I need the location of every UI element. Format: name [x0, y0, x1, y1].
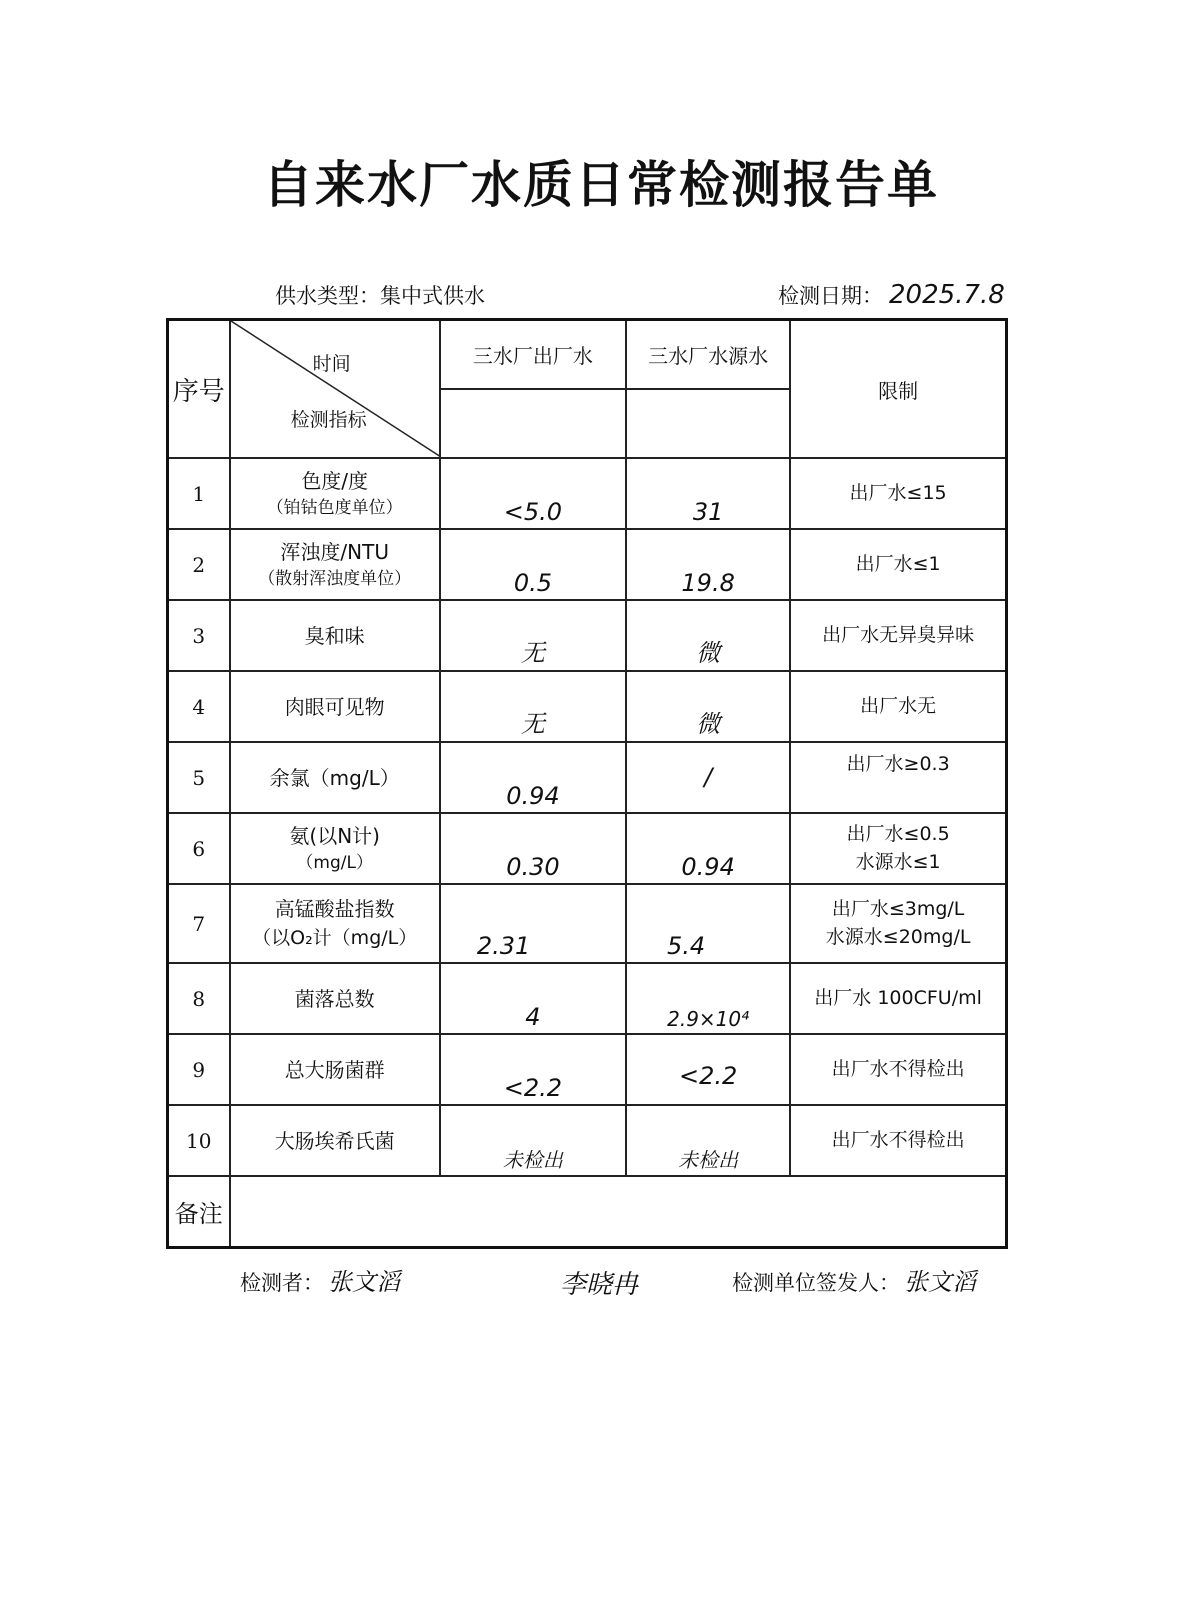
row-value-col2	[626, 1034, 790, 1105]
row-value-col2	[626, 529, 790, 600]
row-limit	[790, 963, 1006, 1034]
handwritten-value: 19.8	[681, 569, 735, 597]
handwritten-value: 0.94	[681, 853, 735, 881]
row-limit	[790, 1105, 1006, 1176]
row-value-col1	[440, 742, 626, 813]
row-indicator	[230, 884, 440, 963]
limit-line-1: 出厂水≤3mg/L	[831, 897, 965, 920]
limit-line-1: 出厂水≤1	[855, 552, 941, 575]
row-value-col1	[440, 884, 626, 963]
issuer	[732, 1262, 976, 1297]
col1-header: 三水厂出厂水	[440, 320, 626, 389]
row-value-col1	[440, 529, 626, 600]
handwritten-value: 无	[520, 639, 545, 667]
table-row	[168, 813, 1007, 884]
row-value-col1	[440, 1034, 626, 1105]
indicator-name: 臭和味	[304, 623, 365, 648]
diagonal-header-cell	[230, 320, 440, 459]
test-date	[778, 280, 1005, 310]
handwritten-value: 未检出	[502, 1148, 563, 1172]
table-row	[168, 600, 1007, 671]
indicator-name: 余氯（mg/L）	[269, 765, 400, 790]
supply-type-label: 供水类型：	[275, 284, 380, 308]
indicator-name: 色度/度	[301, 468, 369, 493]
row-limit	[790, 458, 1006, 529]
tester-signature: 张文滔	[328, 1268, 400, 1296]
table-row	[168, 742, 1007, 813]
row-value-col1	[440, 1105, 626, 1176]
handwritten-value: 0.5	[513, 569, 552, 597]
issuer-signature: 张文滔	[904, 1268, 976, 1296]
row-value-col2	[626, 963, 790, 1034]
handwritten-value: 5.4	[667, 932, 706, 960]
handwritten-value: <2.2	[503, 1074, 563, 1102]
limit-line-1: 出厂水不得检出	[831, 1057, 965, 1080]
limit-header: 限制	[790, 320, 1006, 459]
row-limit	[790, 671, 1006, 742]
indicator-sub: （以O₂计（mg/L）	[252, 927, 418, 950]
handwritten-value: 31	[692, 498, 724, 526]
row-value-col2	[626, 813, 790, 884]
handwritten-value: <2.2	[678, 1061, 738, 1090]
handwritten-value: 0.94	[506, 782, 560, 810]
row-value-col2	[626, 742, 790, 813]
limit-line-1: 出厂水≥0.3	[846, 753, 950, 775]
table-row	[168, 529, 1007, 600]
remarks-label: 备注	[168, 1176, 230, 1247]
limit-line-1: 出厂水无	[860, 694, 937, 717]
indicator-sub: （mg/L）	[296, 852, 373, 873]
row-serial: 2	[168, 529, 230, 600]
handwritten-value: 无	[520, 710, 545, 738]
row-value-col1	[440, 458, 626, 529]
row-value-col2	[626, 600, 790, 671]
remarks-row	[168, 1176, 1007, 1247]
limit-line-1: 出厂水无异臭异味	[822, 623, 975, 646]
row-serial: 5	[168, 742, 230, 813]
row-limit	[790, 600, 1006, 671]
table-row	[168, 884, 1007, 963]
test-date-label: 检测日期：	[778, 284, 883, 308]
tester	[240, 1262, 400, 1297]
row-serial: 4	[168, 671, 230, 742]
row-indicator	[230, 813, 440, 884]
row-serial: 9	[168, 1034, 230, 1105]
col2-header: 三水厂水源水	[626, 320, 790, 389]
table-row	[168, 1034, 1007, 1105]
report-table	[166, 318, 1008, 1249]
row-limit	[790, 813, 1006, 884]
limit-line-1: 出厂水 100CFU/ml	[814, 986, 982, 1009]
row-limit	[790, 1034, 1006, 1105]
row-indicator	[230, 458, 440, 529]
limit-line-1: 出厂水≤15	[849, 481, 947, 504]
tester-label: 检测者：	[240, 1271, 324, 1295]
limit-line-1: 出厂水≤0.5	[846, 822, 950, 845]
second-signature: 李晓冉	[560, 1270, 639, 1300]
remarks-field	[230, 1176, 1007, 1247]
handwritten-value: 微	[696, 710, 721, 738]
col2-subheader	[626, 389, 790, 458]
indicator-sub: （铂钴色度单位）	[266, 497, 403, 518]
handwritten-value: 微	[696, 639, 721, 667]
row-indicator	[230, 1105, 440, 1176]
diagonal-line	[231, 321, 441, 457]
limit-line-2: 水源水≤20mg/L	[825, 925, 971, 948]
header-row	[168, 320, 1007, 389]
row-value-col1	[440, 963, 626, 1034]
handwritten-value: 4	[525, 1003, 541, 1031]
row-serial: 3	[168, 600, 230, 671]
issuer-label: 检测单位签发人：	[732, 1271, 900, 1295]
supply-type-value: 集中式供水	[380, 284, 485, 308]
row-indicator	[230, 1034, 440, 1105]
row-serial: 6	[168, 813, 230, 884]
handwritten-value: 未检出	[678, 1148, 739, 1172]
row-limit	[790, 529, 1006, 600]
row-value-col1	[440, 600, 626, 671]
test-date-value: 2025.7.8	[889, 280, 1005, 310]
table-row	[168, 963, 1007, 1034]
row-serial: 7	[168, 884, 230, 963]
row-value-col2	[626, 884, 790, 963]
row-serial: 10	[168, 1105, 230, 1176]
handwritten-value: 2.31	[476, 932, 531, 960]
indicator-sub: （散射浑浊度单位）	[258, 568, 412, 589]
row-limit	[790, 742, 1006, 813]
table-row	[168, 1105, 1007, 1176]
table-row	[168, 458, 1007, 529]
handwritten-value: /	[704, 762, 713, 791]
col1-subheader	[440, 389, 626, 458]
handwritten-value: <5.0	[503, 498, 563, 526]
indicator-name: 肉眼可见物	[284, 694, 385, 719]
row-value-col1	[440, 813, 626, 884]
handwritten-value: 2.9×10⁴	[667, 1007, 750, 1031]
table-row	[168, 671, 1007, 742]
indicator-name: 大肠埃希氏菌	[274, 1128, 395, 1153]
indicator-name: 高锰酸盐指数	[274, 897, 395, 922]
row-limit	[790, 884, 1006, 963]
row-value-col1	[440, 671, 626, 742]
indicator-name: 氨(以N计)	[289, 823, 380, 848]
row-value-col2	[626, 1105, 790, 1176]
row-indicator	[230, 671, 440, 742]
limit-line-1: 出厂水不得检出	[831, 1128, 965, 1151]
handwritten-value: 0.30	[506, 853, 560, 881]
indicator-name: 菌落总数	[294, 986, 375, 1011]
row-indicator	[230, 529, 440, 600]
row-value-col2	[626, 671, 790, 742]
row-indicator	[230, 963, 440, 1034]
report-title: 自来水厂水质日常检测报告单	[263, 156, 939, 214]
supply-type	[275, 280, 485, 310]
row-serial: 8	[168, 963, 230, 1034]
row-serial: 1	[168, 458, 230, 529]
row-indicator	[230, 742, 440, 813]
diag-indicator-label: 检测指标	[290, 409, 367, 431]
diag-time-label: 时间	[312, 353, 351, 375]
indicator-name: 总大肠菌群	[284, 1057, 385, 1082]
indicator-name: 浑浊度/NTU	[280, 539, 389, 564]
limit-line-2: 水源水≤1	[855, 850, 941, 873]
serial-header: 序号	[168, 320, 230, 459]
row-value-col2	[626, 458, 790, 529]
row-indicator	[230, 600, 440, 671]
